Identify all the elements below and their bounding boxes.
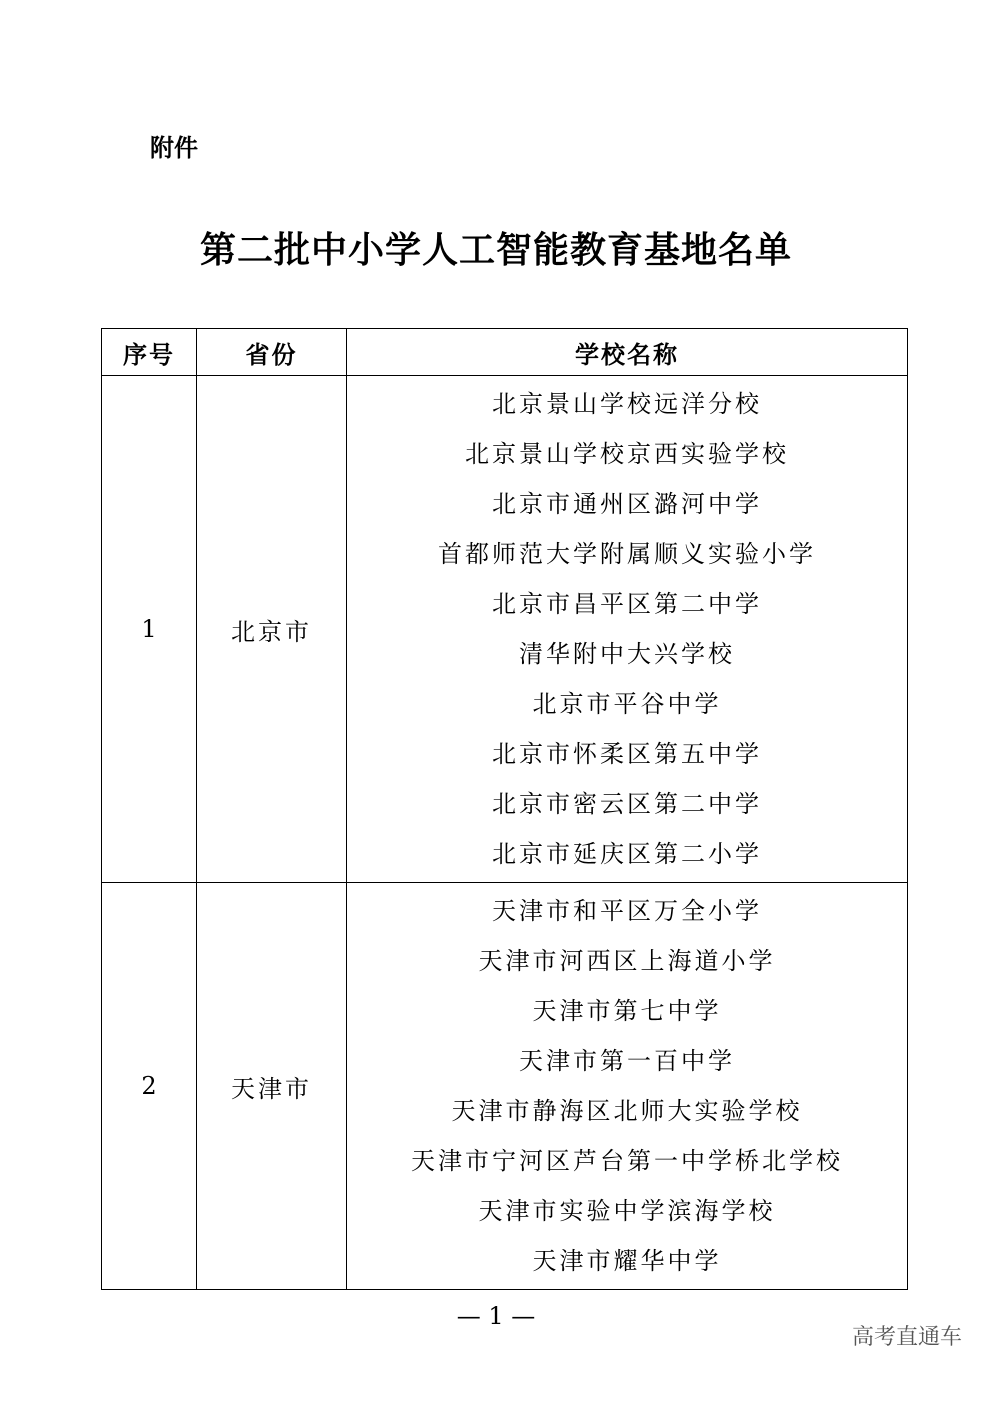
- attachment-label: 附件: [150, 134, 198, 162]
- school-name: 北京市怀柔区第五中学: [492, 740, 762, 768]
- province-cell: 北京市: [197, 376, 347, 883]
- school-name: 天津市实验中学滨海学校: [478, 1197, 776, 1225]
- province-cell: 天津市: [197, 883, 347, 1290]
- school-name: 天津市河西区上海道小学: [478, 947, 776, 975]
- table-row: [102, 883, 908, 1290]
- school-name: 北京市通州区潞河中学: [492, 490, 762, 518]
- header-seq: 序号: [102, 329, 197, 376]
- schools-cell: [347, 883, 908, 1290]
- seq-cell: 1: [102, 376, 197, 883]
- school-name: 北京市延庆区第二小学: [492, 840, 762, 868]
- school-name: 天津市宁河区芦台第一中学桥北学校: [411, 1147, 843, 1175]
- table-row: [102, 376, 908, 883]
- table-header-row: [102, 329, 908, 376]
- school-name: 首都师范大学附属顺义实验小学: [438, 540, 816, 568]
- header-school: 学校名称: [347, 329, 908, 376]
- header-province: 省份: [197, 329, 347, 376]
- school-name: 北京市昌平区第二中学: [492, 590, 762, 618]
- school-name: 北京景山学校远洋分校: [492, 390, 762, 418]
- school-name: 天津市第七中学: [532, 997, 722, 1025]
- school-name: 北京景山学校京西实验学校: [465, 440, 789, 468]
- schools-cell: [347, 376, 908, 883]
- school-name: 北京市平谷中学: [532, 690, 722, 718]
- document-title: 第二批中小学人工智能教育基地名单: [199, 229, 792, 271]
- page-number: — 1 —: [456, 1302, 536, 1330]
- seq-cell: 2: [102, 883, 197, 1290]
- school-name: 天津市耀华中学: [532, 1247, 722, 1275]
- school-list-table: [101, 328, 908, 1290]
- school-name: 天津市和平区万全小学: [492, 897, 762, 925]
- school-name: 天津市静海区北师大实验学校: [451, 1097, 803, 1125]
- school-name: 天津市第一百中学: [519, 1047, 735, 1075]
- watermark-text: 高考直通车: [851, 1325, 962, 1350]
- school-name: 清华附中大兴学校: [519, 640, 735, 668]
- school-name: 北京市密云区第二中学: [492, 790, 762, 818]
